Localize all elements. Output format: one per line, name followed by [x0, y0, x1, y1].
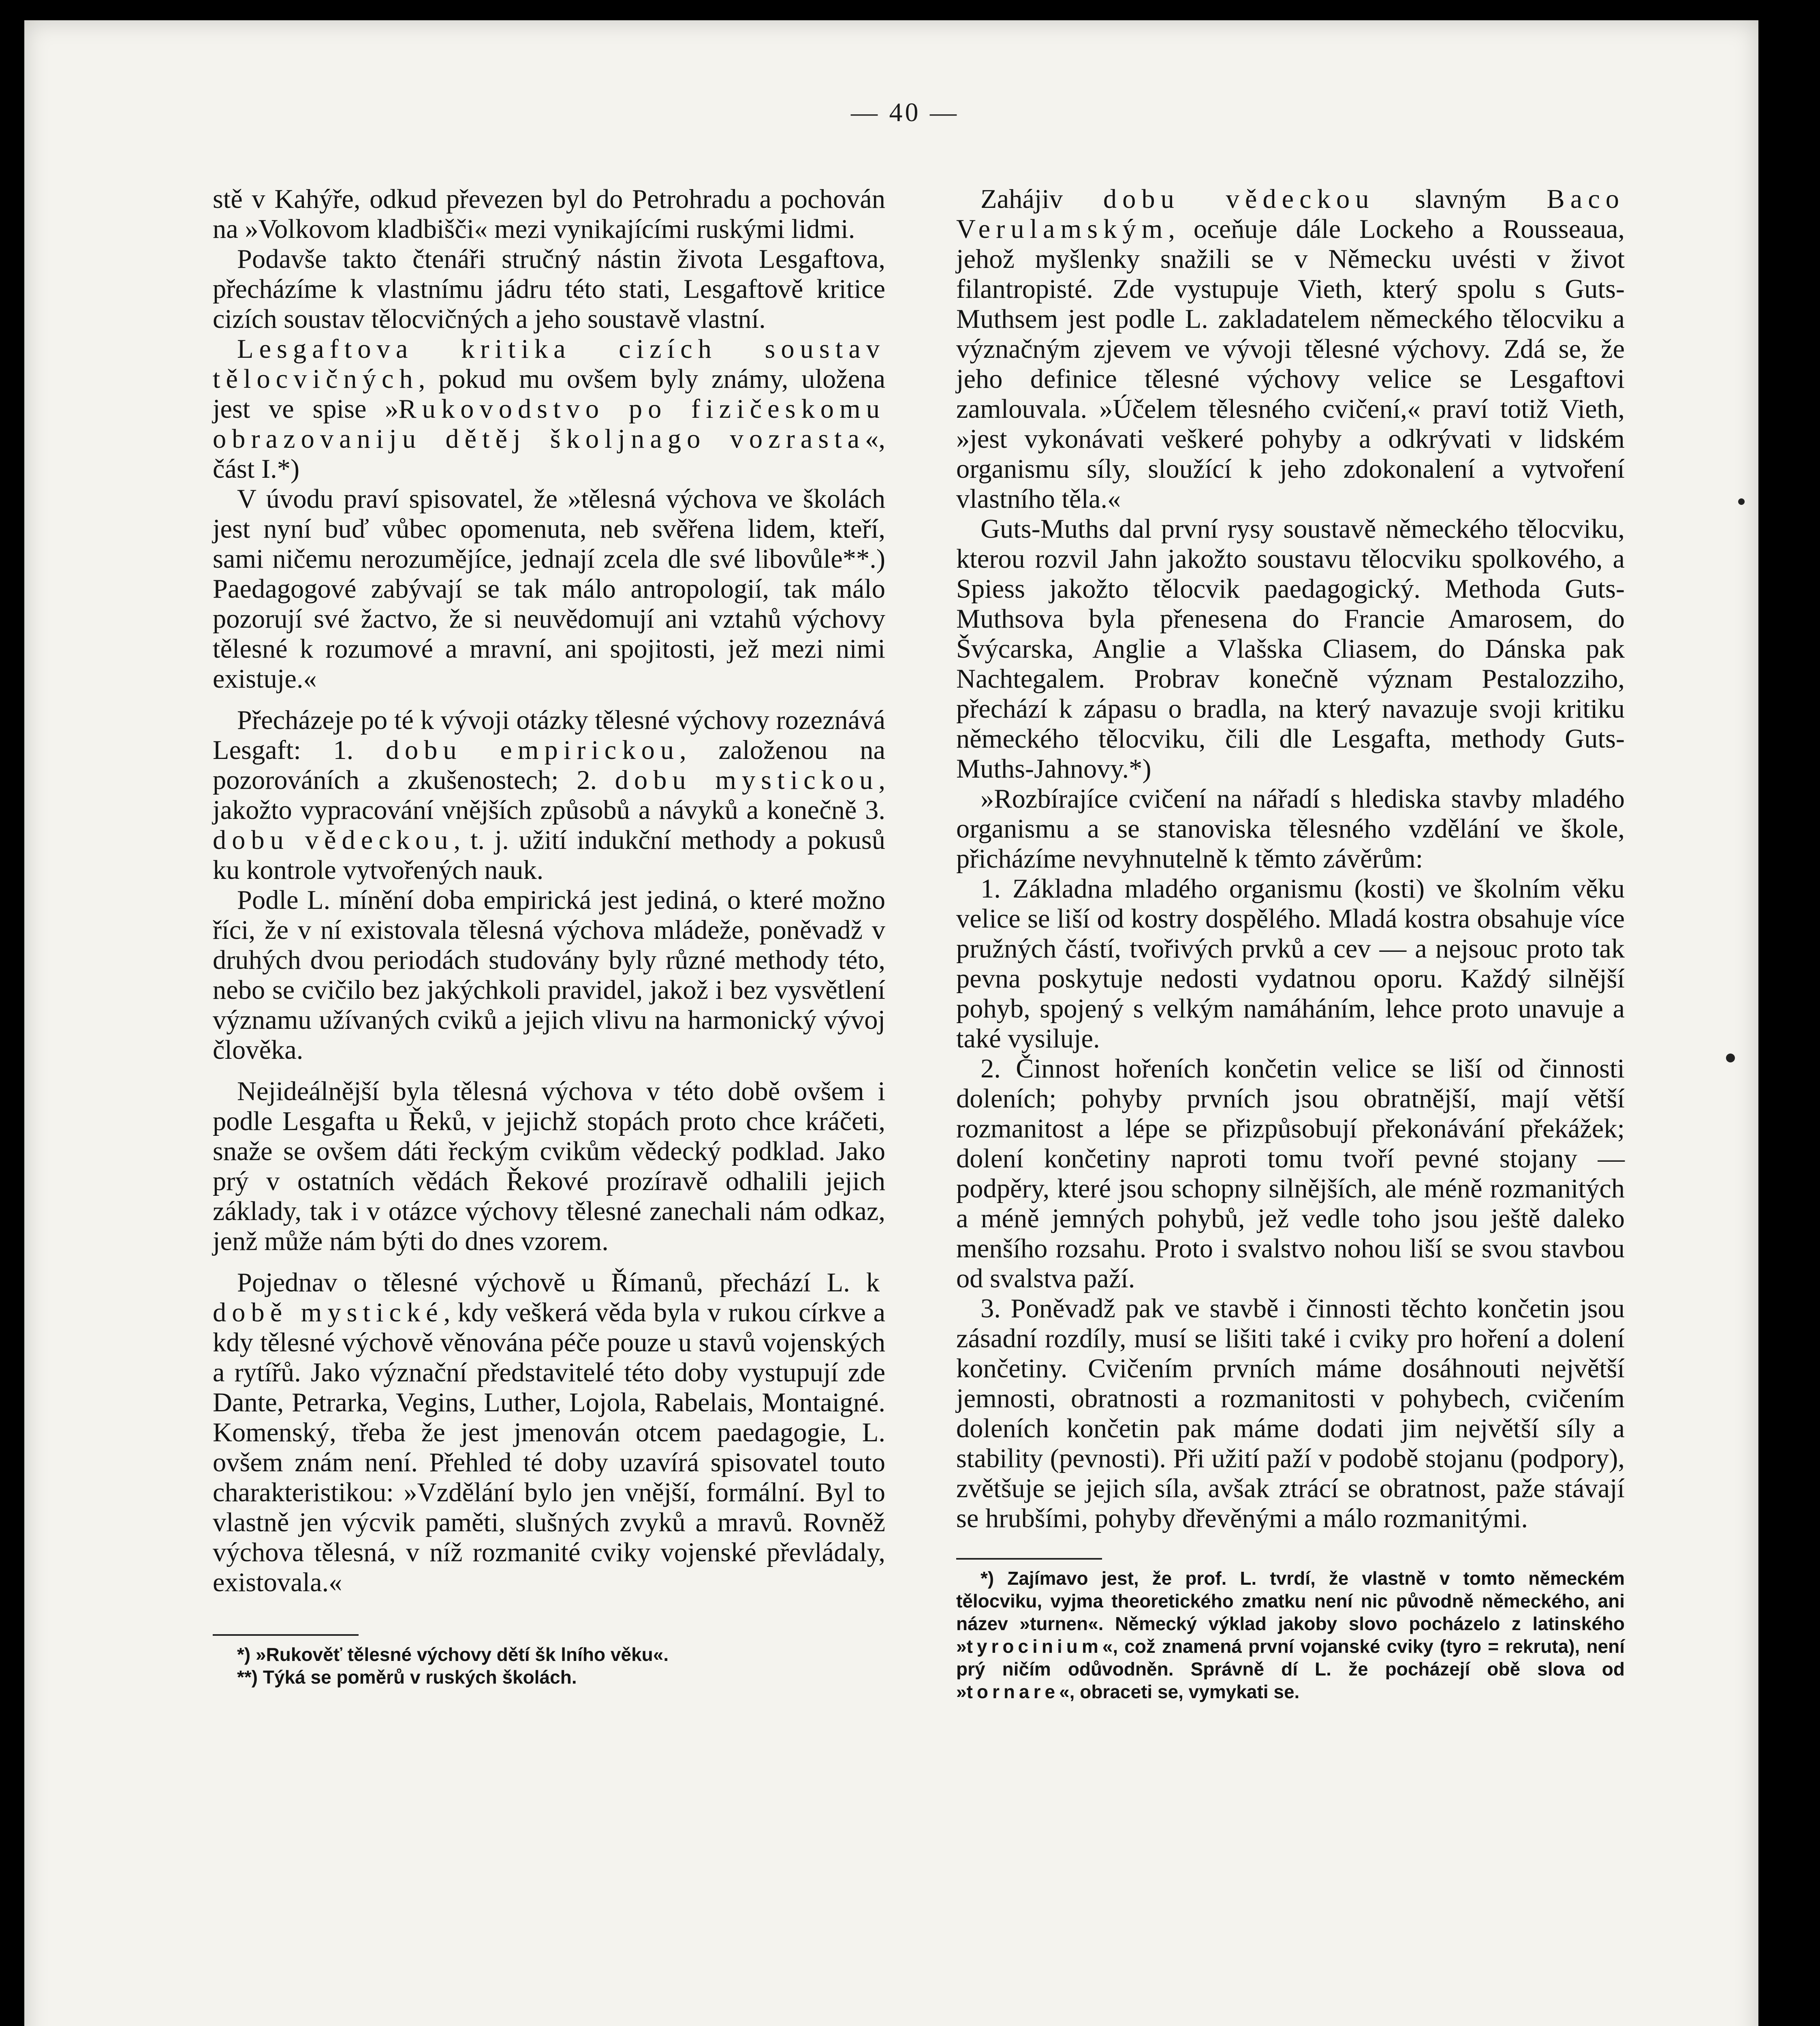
page-number: — 40 — [851, 98, 959, 127]
left-paragraph-8: Pojednav o tělesné výchově u Římanů, přechází L. k době mystické, kdy veškerá věda byla v rukou církve a kdy tělesné výchově věnována péče pouze u stavů vojenských a rytířů. Jako význační představitelé této doby vystupují zde Dante, Petrarka, Vegins, Luther, Lojola, Rabelais, Montaigné. Komenský, třeba že jest jmenován otcem paedagogie, L. ovšem znám není. Přehled té doby uzavírá spisovatel touto charakteristikou: »Vzdělání bylo jen vnější, formální. Byl to vlastně jen výcvik paměti, slušných zvyků a mravů. Rovněž výchova tělesná, v níž rozmanité cviky vojenské převládaly, existovala.« [213, 1268, 885, 1597]
right-footnote: *) Zajímavo jest, že prof. L. tvrdí, že vlastně v tomto německém tělocviku, vyjma theoretického zmatku není nic původně německého, ani název »turnen«. Německý výklad jakoby slovo pocházelo z latinského »tyrocinium«, což znamená první vojanské cviky (tyro = rekruta), není prý ničím odůvodněn. Správně dí L. že pocházejí obě slova od »tornare«, obraceti se, vymykati se. [956, 1568, 1625, 1702]
book-title: Rukovodstvo po fizičeskomu obrazovaniju dětěj školjnago vozrasta [213, 394, 885, 454]
footnote-rule-left [213, 1634, 359, 1636]
right-column [956, 184, 1625, 1703]
left-paragraph-2: Podavše takto čtenáři stručný nástin života Lesgaftova, přecházíme k vlastnímu jádru této stati, Lesgaftově kritice cizích soustav tělocvičných a jeho soustavě vlastní. [213, 244, 885, 334]
left-column [213, 184, 885, 1688]
right-paragraph-4: 1. Základna mladého organismu (kosti) ve školním věku velice se liší od kostry dospělého. Mladá kostra obsahuje více pružných částí, tvořivých prvků a cev — a nejsouc proto tak pevna poskytuje nedosti vydatnou oporu. Každý silnější pohyb, spojený s velkým namáháním, lehce proto unavuje a také vysiluje. [956, 874, 1625, 1054]
left-paragraph-1: stě v Kahýře, odkud převezen byl do Petrohradu a pochován na »Volkovom kladbišči« mezi vynikajícími ruskými lidmi. [213, 184, 885, 244]
right-paragraph-6: 3. Poněvadž pak ve stavbě i činnosti těchto končetin jsou zásadní rozdíly, musí se lišiti také i cviky pro hoření a dolení končetiny. Cvičením prvních máme dosáhnouti největší jemnosti, obratnosti a rozmanitosti v pohybech, cvičením doleních končetin pak máme dodati jim největší síly a stability (pevnosti). Při užití paží v podobě stojanu (podpory), zvětšuje se jejich síla, avšak ztrácí se obratnost, paže stávají se hrubšími, pohyby dřevěnými a málo rozmanitými. [956, 1294, 1625, 1533]
scan-speck [1726, 1054, 1735, 1062]
footnote-rule-right [956, 1558, 1102, 1560]
scan-speck [1738, 498, 1745, 505]
left-paragraph-3: Lesgaftova kritika cizích soustav tělocvičných, pokud mu ovšem byly známy, uložena jest ve spise »Rukovodstvo po fizičeskomu obrazovaniju dětěj školjnago vozrasta«, část I.*) [213, 334, 885, 484]
left-paragraph-6: Podle L. mínění doba empirická jest jediná, o které možno říci, že v ní existovala tělesná výchova mládeže, poněvadž v druhých dvou periodách studovány byly různé methody této, nebo se cvičilo bez jakýchkoli pravidel, jakož i bez vysvětlení významu užívaných cviků a jejich vlivu na harmonický vývoj člověka. [213, 885, 885, 1065]
left-paragraph-5: Přecházeje po té k vývoji otázky tělesné výchovy rozeznává Lesgaft: 1. dobu empirickou, založenou na pozorováních a zkušenostech; 2. dobu mystickou, jakožto vypracování vnějších způsobů a návyků a konečně 3. dobu vědeckou, t. j. užití indukční methody a pokusů ku kontrole vytvořených nauk. [213, 705, 885, 885]
spaced-heading: Lesgaftova kritika cizích soustav tělocvičných [213, 334, 885, 394]
right-paragraph-3: »Rozbírajíce cvičení na nářadí s hlediska stavby mladého organismu a se stanoviska tělesného vzdělání ve škole, přicházíme nevyhnutelně k těmto závěrům: [956, 784, 1625, 874]
left-footnote-1: *) »Rukověť tělesné výchovy dětí šk lního věku«. [237, 1644, 669, 1665]
left-paragraph-4: V úvodu praví spisovatel, že »tělesná výchova ve školách jest nyní buď vůbec opomenuta, neb svěřena lidem, kteří, sami ničemu nerozumějíce, jednají zcela dle své libovůle**.) Paedagogové zabývají se tak málo antropologií, tak málo pozorují své žactvo, že si neuvědomují ani vztahů výchovy tělesné k rozumové a mravní, ani spojitosti, jež mezi nimi existuje.« [213, 484, 885, 694]
right-paragraph-1: Zahájiv dobu vědeckou slavným Baco Verulamským, oceňuje dále Lockeho a Rousseaua, jehož myšlenky snažili se v Německu uvésti v život filantropisté. Zde vystupuje Vieth, který spolu s Guts-Muthsem jest podle L. zakladatelem německého tělocviku a význačným zjevem ve vývoji tělesné výchovy. Zdá se, že jeho definice tělesné výchovy velice se Lesgaftovi zamlouvala. »Účelem tělesného cvičení,« praví totiž Vieth, »jest vykonávati veškeré pohyby a odkrývati v lidském organismu síly, sloužící k jeho zdokonalení a vytvoření vlastního těla.« [956, 184, 1625, 514]
left-paragraph-7: Nejideálnější byla tělesná výchova v této době ovšem i podle Lesgafta u Řeků, v jejichž stopách proto chce kráčeti, snaže se ovšem dáti řeckým cvikům vědecký podklad. Jako prý v ostatních vědách Řekové prozíravě odhalili jejich základy, tak i v otázce výchovy tělesné zanechali nám odkaz, jenž může nám býti do dnes vzorem. [213, 1077, 885, 1256]
left-footnote-2: **) Týká se poměrů v ruských školách. [237, 1667, 577, 1688]
book-page [24, 20, 1758, 2026]
right-paragraph-2: Guts-Muths dal první rysy soustavě německého tělocviku, kterou rozvil Jahn jakožto soustavu tělocviku spolkového, a Spiess jakožto tělocvik paedagogický. Methoda Guts-Muthsova byla přenesena do Francie Amarosem, do Švýcarska, Anglie a Vlašska Cliasem, do Dánska pak Nachtegalem. Probrav konečně význam Pestalozziho, přechází k zápasu o bradla, na který navazuje svoji kritiku německého tělocviku, čili dle Lesgafta, methody Guts-Muths-Jahnovy.*) [956, 514, 1625, 784]
right-paragraph-5: 2. Činnost hořeních končetin velice se liší od činnosti doleních; pohyby prvních jsou obratnější, mají větší rozmanitost a lépe se přizpůsobují překonávání překážek; dolení končetiny naproti tomu tvoří pevné stojany — podpěry, které jsou schopny silnějších, ale méně rozmanitých a méně jemných pohybů, jež vedle toho jsou ještě daleko menšího rozsahu. Proto i svalstvo nohou liší se svou stavbou od svalstva paží. [956, 1054, 1625, 1293]
